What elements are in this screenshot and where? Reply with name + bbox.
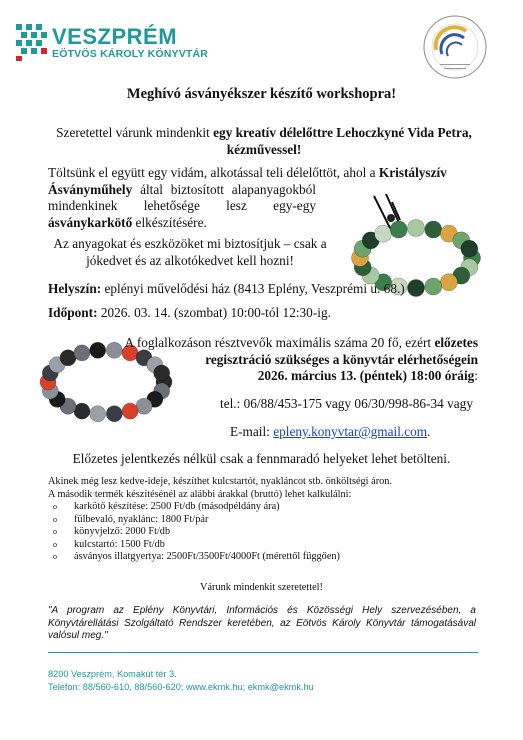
- intro-text: Szeretettel várunk mindenkit egy kreatív délelőttre Lehoczkyné Vida Petra, kézművessel!: [56, 125, 472, 157]
- bead-icon: [375, 225, 392, 242]
- page-title: Meghívó ásványékszer készítő workshopra!: [126, 86, 397, 102]
- footer-divider: [48, 652, 478, 653]
- bead-icon: [74, 345, 90, 361]
- sponsor-note: "A program az Eplény Könyvtári, Információs és Közösségi Hely szervezésében, a Könyvtárellátási Szolgáltató Rendszer keretében, az Eötvös Károly Könyvtár támogatásával valósul meg.": [48, 605, 476, 641]
- bead-icon: [74, 403, 90, 419]
- logo-subtitle: EÖTVÖS KÁROLY KÖNYVTÁR: [52, 48, 209, 60]
- bead-icon: [425, 278, 442, 295]
- footer-contact: Telefon: 88/560-610, 88/560-620; www.ekmk.hu; ekmk@ekmk.hu: [48, 682, 314, 692]
- bead-icon: [440, 274, 457, 291]
- registration-notice: Előzetes jelentkezés nélkül csak a fennmaradó helyeket lehet betölteni.: [72, 451, 451, 466]
- bead-icon: [390, 221, 407, 238]
- bead-icon: [122, 403, 138, 419]
- list-item: o kulcstartó: 1500 Ft/db: [53, 538, 165, 550]
- materials-note: Az anyagokat és eszközöket mi biztosítjuk – csak a jókedvet és az alkotókedvet kell hozni!: [53, 236, 327, 268]
- footer-address: 8200 Veszprém, Komakút tér 3.: [48, 669, 177, 679]
- bead-icon: [408, 280, 425, 297]
- network-seal-icon: [422, 14, 488, 80]
- registration-note: A foglalkozáson résztvevők maximális száma 20 fő, ezért előzetes regisztráció szükséges a könyvtár elérhetőségein 2026. március 13. (péntek) 18:00 óráig:: [124, 335, 478, 383]
- bead-icon: [408, 220, 425, 237]
- bead-icon: [461, 240, 478, 257]
- location-line: Helyszín: eplényi művelődési ház (8413 Eplény, Veszprémi u. 68.): [48, 281, 405, 296]
- list-item: o könyvjelző: 2000 Ft/db: [53, 526, 171, 537]
- list-item: o fülbevaló, nyaklánc: 1800 Ft/pár: [53, 513, 209, 525]
- thanks-line: Várunk mindenkit szeretettel!: [200, 582, 323, 593]
- footer: [48, 668, 314, 694]
- time-line: Időpont: 2026. 03. 14. (szombat) 10:00-tól 12:30-ig.: [48, 305, 331, 320]
- phone-line: tel.: 06/88/453-175 vagy 06/30/998-86-34 vagy: [220, 396, 473, 411]
- logo-title: VESZPRÉM: [52, 24, 178, 49]
- bead-icon: [90, 406, 106, 422]
- list-item: o ásványos illatgyertya: 2500Ft/3500Ft/4000Ft (mérettől függően): [53, 551, 340, 562]
- bead-icon: [106, 406, 122, 422]
- email-link[interactable]: epleny.konyvtar@gmail.com: [273, 424, 428, 439]
- price-list: [48, 501, 478, 564]
- library-logo-icon: [14, 22, 50, 62]
- email-line: E-mail: epleny.konyvtar@gmail.com.: [230, 424, 431, 439]
- extra-info: Akinek még lesz kedve-ideje, készíthet kulcstartót, nyakláncot stb. önköltségi áron. A második termék készítésénél az alábbi árakkal (bruttó) lehet kalkulálni:: [48, 476, 392, 500]
- bead-icon: [136, 398, 152, 414]
- bead-icon: [425, 221, 442, 238]
- workshop-description: Töltsünk el együtt egy vidám, alkotással teli délelőttöt, ahol a Kristályszív Ásványműhely által biztosított alapanyagokból mindenkinek lehetősége lesz egy-egy ásványkarkötő elkészítésére.: [48, 165, 447, 230]
- list-item: o karkötő készítése: 2500 Ft/db (másodpéldány ára): [53, 501, 280, 512]
- bead-icon: [60, 350, 76, 366]
